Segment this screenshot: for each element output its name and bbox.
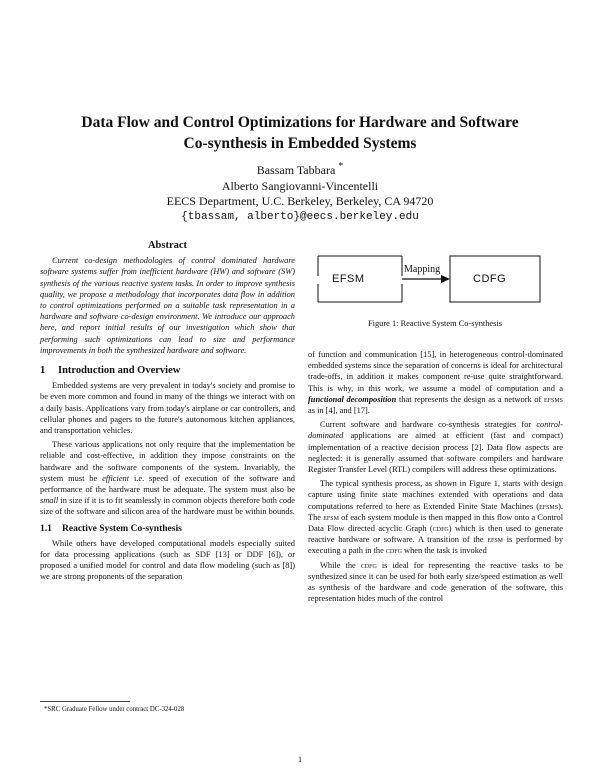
efsm-box-bottom [318, 284, 402, 302]
s1p2-text-c: in size if it is to fit seamlessly in common objects therefore both code size of the software and silicon area of the hardware must be within bounds. [40, 496, 295, 517]
rp3-text-b: ). The [308, 501, 563, 522]
affiliation: EECS Department, U.C. Berkeley, Berkeley, CA 94720 [166, 194, 434, 208]
footnote: *SRC Graduate Fellow under contract DC-324-028 [44, 706, 185, 713]
author-email: {tbassam, alberto}@eecs.berkeley.edu [181, 210, 419, 223]
author-1-footnote-mark: * [338, 161, 344, 172]
title-line-1: Data Flow and Control Optimizations for Hardware and Software [81, 114, 519, 131]
mapping-arrow-head [441, 275, 450, 283]
figure-1 [310, 246, 560, 316]
rp1-text-c: as in [4], and [17]. [308, 406, 370, 416]
abstract-text: Current co-design methodologies of control dominated hardware software systems suffer from inefficient hardware (HW) and software (SW) synthesis of the various reactive system tasks. In order to improve synthesis quality, we propose a methodology that incorporates data flow in addition to control optimizations performed on a suitable task representation in a hardware and software co-design environment. We introduce our approach here, and report initial results of our investigation which show that performing such optimizations can lead to size and performance improvements in both the synthesized hardware and software. [40, 256, 295, 355]
paper-title [40, 112, 560, 154]
author-1-name: Bassam Tabbara [256, 163, 336, 177]
page-number: 1 [297, 754, 303, 764]
section-1-1-heading [40, 524, 295, 535]
rp3-text-f: when the task is invoked [404, 546, 487, 556]
rp3-cdfg-2: cdfg [385, 546, 402, 556]
section-1-number: 1 [40, 365, 46, 377]
right-paragraph-3 [308, 478, 563, 556]
section-1-paragraph-1: Embedded systems are very prevalent in today's society and promise to be even more common and found in many of the things we interact with on a daily basis. Applications vary from today's airplane or car controllers, and cellular phones and pagers to the future's autonomous kitchen appliances, and transportation vehicles. [40, 381, 295, 436]
rp4-text-a: While the [320, 560, 356, 570]
right-column [308, 349, 563, 607]
section-1-title: Introduction and Overview [58, 365, 181, 377]
section-1-1-paragraph-1: While others have developed computational models especially suited for data processing applications (such as SDF [13] or DDF [6]), or proposed a unified model for control and data flow modeling (such as [8]) we are strong proponents of the separation [40, 538, 295, 582]
rp1-functional-decomposition: functional decomposition [308, 394, 397, 404]
author-block [100, 159, 500, 225]
rp1-efsms: efsms [544, 394, 564, 404]
mapping-label: Mapping [404, 264, 441, 275]
right-paragraph-4 [308, 560, 563, 605]
right-paragraph-2 [308, 419, 563, 475]
rp2-text-a: Current software and hardware co-synthesis strategies for [320, 420, 532, 430]
right-paragraph-1 [308, 349, 563, 416]
rp4-text-b: is ideal for representing the reactive tasks to be synthesized since it can be used for both early size/speed estimation as well as synthesis of the hardware and code generation of the software, this representation hides much of the control [308, 560, 564, 604]
section-1-1-number: 1.1 [40, 523, 52, 534]
abstract-heading: Abstract [147, 240, 188, 251]
section-1-heading [40, 365, 295, 376]
rp3-text-d: ) which is then used to generate reactive hardware or software. A transition of the [308, 524, 563, 545]
s1p2-text-b: i.e. speed of execution of the software and performance of the hardware must be adequate. The system must also be [40, 473, 295, 495]
left-column [40, 240, 295, 586]
rp3-text-a: The typical synthesis process, as shown in Figure 1, starts with design capture using finite state machines extended with operations and data computations referred to here as Extended Finite State Machines ( [308, 479, 563, 511]
author-1 [100, 159, 500, 179]
s1p2-text-a: These various applications not only require that the implementation be reliable and cost-effective, in addition they impose constraints on the hardware and the software components of the system. Invariably, the system must be [40, 440, 295, 483]
rp3-text-e: is performed by executing a path in the [308, 535, 564, 556]
section-1-paragraph-2 [40, 439, 295, 517]
rp1-text-b: that represents the design as a network of [398, 394, 542, 404]
rp3-text-c: of each system module is then mapped in this flow onto a Control Data Flow directed acyclic Graph ( [308, 512, 564, 534]
author-2: Alberto Sangiovanni-Vincentelli [221, 178, 379, 193]
rp2-control-dominated: control-dominated [308, 420, 563, 441]
rp3-efsm: efsm [323, 512, 339, 522]
rp3-efsms: efsms [539, 501, 559, 511]
efsm-label: EFSM [332, 273, 365, 285]
rp1-text-a: of function and communication [15], in heterogeneous control-dominated embedded systems since the separation of concerns is ideal for architectural trade-offs, in addition it makes component re-use quite straightforward. This is why, in this work, we assume a model of computation and a [308, 350, 563, 393]
footnote-rule [40, 701, 130, 702]
rp3-efsm-2: efsm [487, 535, 503, 545]
s1p2-efficient: efficient [102, 473, 130, 483]
title-line-2: Co-synthesis in Embedded Systems [183, 135, 417, 152]
cdfg-label: CDFG [473, 273, 507, 285]
rp4-cdfg: cdfg [360, 560, 377, 570]
rp3-cdfg: cdfg [432, 524, 449, 534]
figure-1-caption: Figure 1: Reactive System Co-synthesis [368, 319, 502, 328]
rp2-text-b: applications are aimed at efficient (fast and compact) implementation of a reactive decision process [2]. Data flow aspects are neglected: it is generally assumed that software compilers and hardware Register Transfer Level (RTL) compilers will address these optimizations. [308, 431, 564, 475]
s1p2-small: small [40, 496, 59, 506]
section-1-1-title: Reactive System Co-synthesis [62, 523, 182, 534]
